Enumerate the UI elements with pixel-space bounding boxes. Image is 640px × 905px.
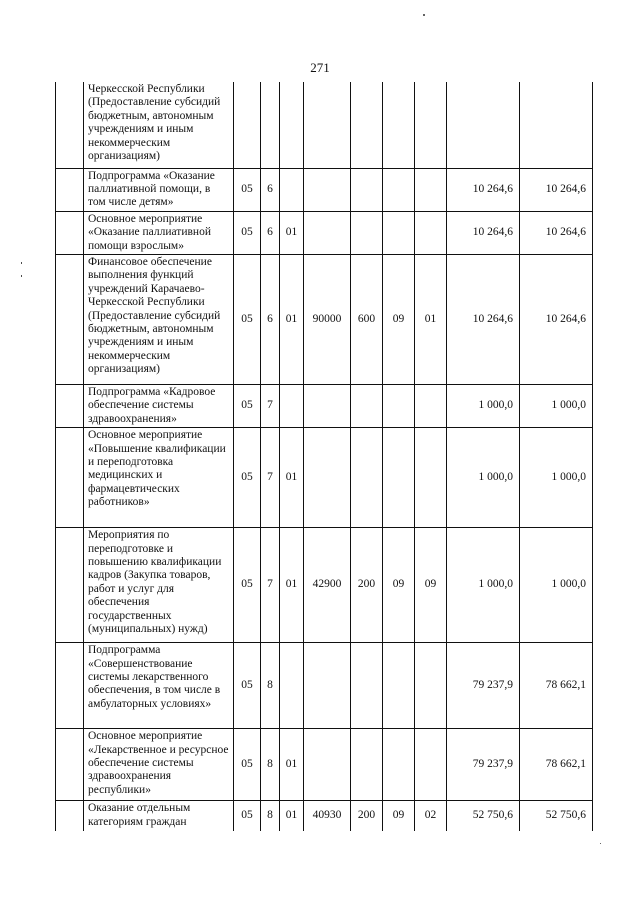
expense-code-cell <box>304 643 351 729</box>
amount-2-cell: 10 264,6 <box>520 254 593 384</box>
subsection-code-cell: 8 <box>261 729 280 801</box>
expense-code-cell <box>304 384 351 427</box>
table-row <box>56 254 593 384</box>
subchapter-code-cell <box>415 168 447 211</box>
type-code-cell <box>351 82 383 168</box>
scan-speck <box>600 843 601 844</box>
row-index-cell <box>56 82 84 168</box>
expense-code-cell <box>304 428 351 528</box>
subsection-code-cell <box>261 82 280 168</box>
amount-2-cell: 1 000,0 <box>520 428 593 528</box>
subchapter-code-cell <box>415 384 447 427</box>
section-code-cell: 05 <box>234 729 261 801</box>
amount-1-cell: 10 264,6 <box>447 254 520 384</box>
amount-2-cell: 78 662,1 <box>520 729 593 801</box>
row-index-cell <box>56 428 84 528</box>
scan-speck <box>21 262 22 264</box>
table-row <box>56 729 593 801</box>
row-index-cell <box>56 211 84 254</box>
chapter-code-cell: 09 <box>383 528 415 643</box>
table-row <box>56 82 593 168</box>
expense-code-cell <box>304 211 351 254</box>
chapter-code-cell <box>383 643 415 729</box>
subchapter-code-cell <box>415 729 447 801</box>
section-code-cell: 05 <box>234 254 261 384</box>
expense-code-cell: 42900 <box>304 528 351 643</box>
row-index-cell <box>56 254 84 384</box>
amount-2-cell <box>520 82 593 168</box>
chapter-code-cell <box>383 168 415 211</box>
row-index-cell <box>56 384 84 427</box>
item-name-cell: Подпрограмма «Кадровое обеспечение системы здравоохранения» <box>84 384 234 427</box>
table-row <box>56 211 593 254</box>
row-index-cell <box>56 729 84 801</box>
program-code-cell <box>280 384 304 427</box>
chapter-code-cell <box>383 211 415 254</box>
subsection-code-cell: 6 <box>261 168 280 211</box>
subsection-code-cell: 7 <box>261 384 280 427</box>
subsection-code-cell: 7 <box>261 528 280 643</box>
amount-2-cell: 10 264,6 <box>520 211 593 254</box>
expense-code-cell: 90000 <box>304 254 351 384</box>
scan-speck <box>21 275 22 277</box>
amount-1-cell: 79 237,9 <box>447 729 520 801</box>
section-code-cell: 05 <box>234 801 261 831</box>
program-code-cell <box>280 643 304 729</box>
table-row <box>56 428 593 528</box>
chapter-code-cell <box>383 384 415 427</box>
program-code-cell: 01 <box>280 428 304 528</box>
type-code-cell <box>351 729 383 801</box>
chapter-code-cell <box>383 428 415 528</box>
subsection-code-cell: 6 <box>261 211 280 254</box>
program-code-cell: 01 <box>280 528 304 643</box>
item-name-cell: Финансовое обеспечение выполнения функций учреждений Карачаево-Черкесской Республики (Предоставление субсидий бюджетным, автономным учреждениям и иным некоммерческим организациям) <box>84 254 234 384</box>
budget-table <box>55 82 593 831</box>
amount-1-cell: 1 000,0 <box>447 528 520 643</box>
table-row <box>56 168 593 211</box>
chapter-code-cell <box>383 82 415 168</box>
section-code-cell: 05 <box>234 384 261 427</box>
type-code-cell: 600 <box>351 254 383 384</box>
item-name-cell: Мероприятия по переподготовке и повышению квалификации кадров (Закупка товаров, работ и услуг для обеспечения государственных (муниципальных) нужд) <box>84 528 234 643</box>
amount-2-cell: 10 264,6 <box>520 168 593 211</box>
subsection-code-cell: 8 <box>261 643 280 729</box>
table-body <box>56 82 593 831</box>
item-name-cell: Черкесской Республики (Предоставление субсидий бюджетным, автономным учреждениям и иным некоммерческим организациям) <box>84 82 234 168</box>
type-code-cell <box>351 643 383 729</box>
subchapter-code-cell <box>415 211 447 254</box>
amount-2-cell: 1 000,0 <box>520 384 593 427</box>
chapter-code-cell: 09 <box>383 801 415 831</box>
type-code-cell: 200 <box>351 528 383 643</box>
subchapter-code-cell: 01 <box>415 254 447 384</box>
scan-speck <box>423 14 425 16</box>
program-code-cell: 01 <box>280 729 304 801</box>
program-code-cell: 01 <box>280 801 304 831</box>
type-code-cell: 200 <box>351 801 383 831</box>
type-code-cell <box>351 384 383 427</box>
table-row <box>56 384 593 427</box>
section-code-cell: 05 <box>234 528 261 643</box>
expense-code-cell: 40930 <box>304 801 351 831</box>
page-number: 271 <box>310 60 330 75</box>
section-code-cell: 05 <box>234 643 261 729</box>
amount-1-cell: 1 000,0 <box>447 384 520 427</box>
amount-2-cell: 78 662,1 <box>520 643 593 729</box>
subsection-code-cell: 8 <box>261 801 280 831</box>
amount-1-cell: 10 264,6 <box>447 211 520 254</box>
section-code-cell: 05 <box>234 168 261 211</box>
amount-1-cell <box>447 82 520 168</box>
program-code-cell: 01 <box>280 211 304 254</box>
row-index-cell <box>56 528 84 643</box>
subchapter-code-cell <box>415 82 447 168</box>
chapter-code-cell: 09 <box>383 254 415 384</box>
amount-1-cell: 79 237,9 <box>447 643 520 729</box>
amount-1-cell: 10 264,6 <box>447 168 520 211</box>
row-index-cell <box>56 801 84 831</box>
chapter-code-cell <box>383 729 415 801</box>
item-name-cell: Основное мероприятие «Повышение квалификации и переподготовка медицинских и фармацевтических работников» <box>84 428 234 528</box>
type-code-cell <box>351 168 383 211</box>
table-row <box>56 801 593 831</box>
expense-code-cell <box>304 729 351 801</box>
subchapter-code-cell: 02 <box>415 801 447 831</box>
amount-1-cell: 52 750,6 <box>447 801 520 831</box>
row-index-cell <box>56 168 84 211</box>
item-name-cell: Подпрограмма «Оказание паллиативной помощи, в том числе детям» <box>84 168 234 211</box>
program-code-cell <box>280 82 304 168</box>
amount-2-cell: 1 000,0 <box>520 528 593 643</box>
expense-code-cell <box>304 82 351 168</box>
subchapter-code-cell: 09 <box>415 528 447 643</box>
section-code-cell <box>234 82 261 168</box>
program-code-cell: 01 <box>280 254 304 384</box>
subsection-code-cell: 7 <box>261 428 280 528</box>
item-name-cell: Оказание отдельным категориям граждан <box>84 801 234 831</box>
row-index-cell <box>56 643 84 729</box>
subchapter-code-cell <box>415 428 447 528</box>
item-name-cell: Основное мероприятие «Оказание паллиативной помощи взрослым» <box>84 211 234 254</box>
type-code-cell <box>351 428 383 528</box>
section-code-cell: 05 <box>234 211 261 254</box>
section-code-cell: 05 <box>234 428 261 528</box>
program-code-cell <box>280 168 304 211</box>
item-name-cell: Подпрограмма «Совершенствование системы лекарственного обеспечения, в том числе в амбулаторных условиях» <box>84 643 234 729</box>
table-row <box>56 643 593 729</box>
amount-2-cell: 52 750,6 <box>520 801 593 831</box>
item-name-cell: Основное мероприятие «Лекарственное и ресурсное обеспечение системы здравоохранения республики» <box>84 729 234 801</box>
subchapter-code-cell <box>415 643 447 729</box>
expense-code-cell <box>304 168 351 211</box>
type-code-cell <box>351 211 383 254</box>
amount-1-cell: 1 000,0 <box>447 428 520 528</box>
table-row <box>56 528 593 643</box>
subsection-code-cell: 6 <box>261 254 280 384</box>
